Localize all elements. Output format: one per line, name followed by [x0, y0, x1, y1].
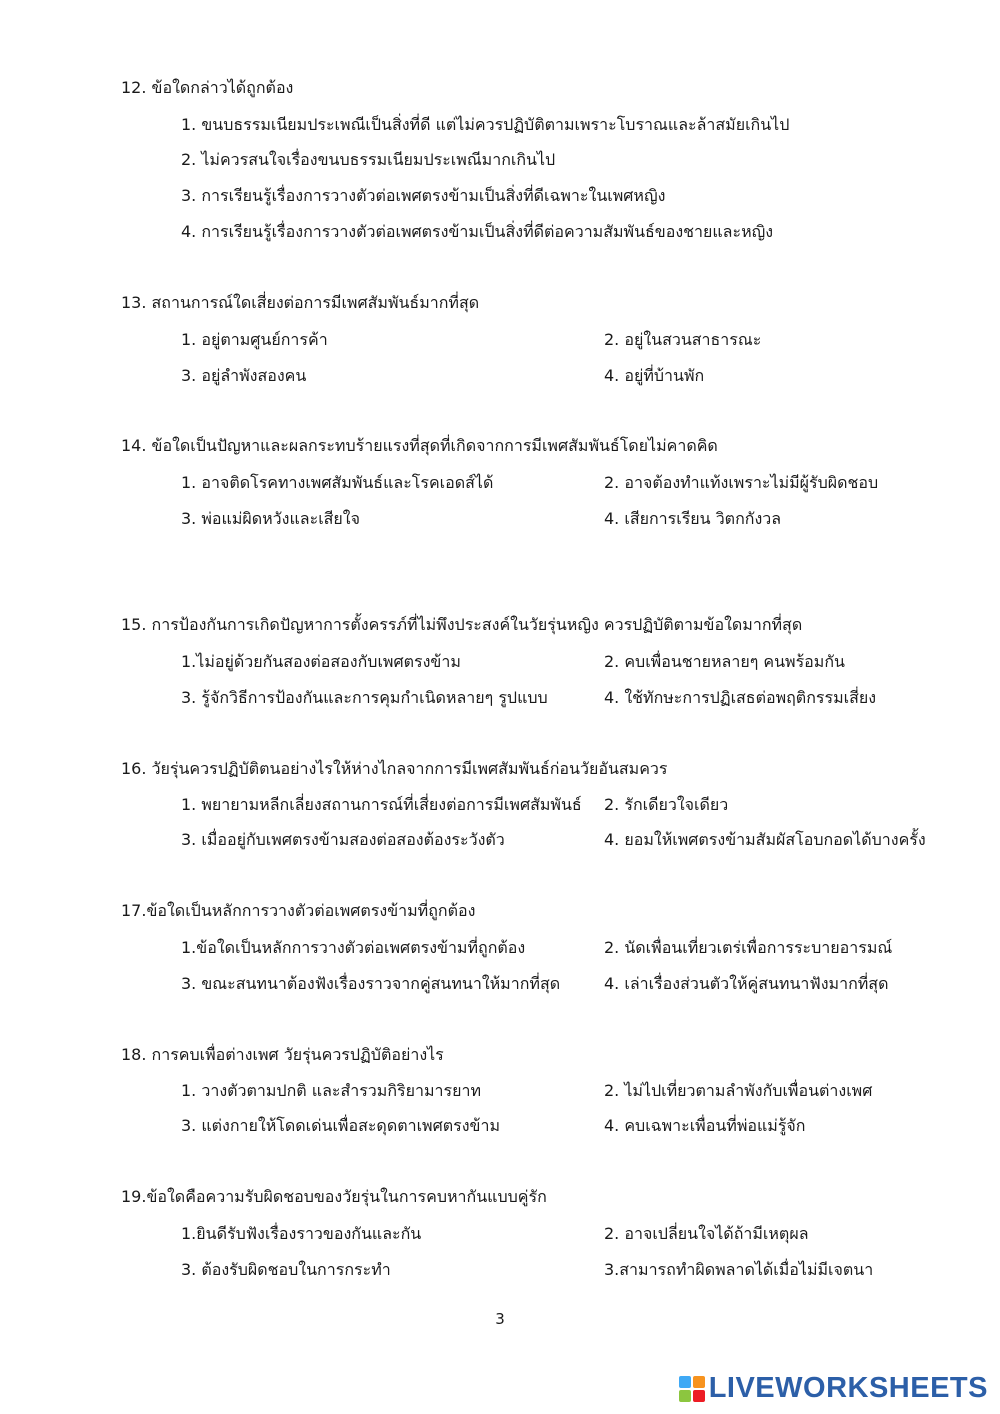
option-3[interactable]: 3. ต้องรับผิดชอบในการกระทำ — [181, 1260, 391, 1279]
logo-square — [693, 1390, 705, 1402]
option-3[interactable]: 3. รู้จักวิธีการป้องกันและการคุมกำเนิดหลายๆ รูปแบบ — [181, 688, 548, 707]
option-1[interactable]: 1. อยู่ตามศูนย์การค้า — [181, 330, 328, 349]
logo-square — [693, 1376, 705, 1388]
option-3[interactable]: 3. พ่อแม่ผิดหวังและเสียใจ — [181, 509, 360, 528]
logo-square — [679, 1390, 691, 1402]
question-title: 16. วัยรุ่นควรปฏิบัติตนอย่างไรให้ห่างไกลจากการมีเพศสัมพันธ์ก่อนวัยอันสมควร — [121, 759, 668, 778]
option-3[interactable]: 3. อยู่ลำพังสองคน — [181, 366, 307, 385]
question-title: 15. การป้องกันการเกิดปัญหาการตั้งครรภ์ที่ไม่พึงประสงค์ในวัยรุ่นหญิง ควรปฏิบัติตามข้อใดมากที่สุด — [121, 615, 803, 634]
page-number: 3 — [495, 1310, 505, 1328]
option-4[interactable]: 4. เสียการเรียน วิตกกังวล — [604, 509, 782, 528]
option-3[interactable]: 3. แต่งกายให้โดดเด่นเพื่อสะดุดตาเพศตรงข้าม — [181, 1116, 501, 1135]
brand-text: LIVEWORKSHEETS — [708, 1372, 988, 1404]
option-1[interactable]: 1. วางตัวตามปกติ และสำรวมกิริยามารยาท — [181, 1081, 482, 1100]
question-title: 17.ข้อใดเป็นหลักการวางตัวต่อเพศตรงข้ามที่ถูกต้อง — [121, 901, 476, 920]
logo-square — [679, 1376, 691, 1388]
question-title: 12. ข้อใดกล่าวได้ถูกต้อง — [121, 78, 294, 97]
option-2[interactable]: 2. อาจต้องทำแท้งเพราะไม่มีผู้รับผิดชอบ — [604, 473, 879, 492]
option-2[interactable]: 2. อาจเปลี่ยนใจได้ถ้ามีเหตุผล — [604, 1224, 809, 1243]
option-2[interactable]: 2. คบเพื่อนชายหลายๆ คนพร้อมกัน — [604, 652, 845, 671]
option-2[interactable]: 2. อยู่ในสวนสาธารณะ — [604, 330, 762, 349]
liveworksheets-logo-icon — [679, 1376, 705, 1402]
option-2[interactable]: 2. ไม่ควรสนใจเรื่องขนบธรรมเนียมประเพณีมากเกินไป — [181, 150, 556, 169]
option-4[interactable]: 3.สามารถทำผิดพลาดได้เมื่อไม่มีเจตนา — [604, 1260, 874, 1279]
question-title: 14. ข้อใดเป็นปัญหาและผลกระทบร้ายแรงที่สุดที่เกิดจากการมีเพศสัมพันธ์โดยไม่คาดคิด — [121, 436, 718, 455]
option-1[interactable]: 1.ไม่อยู่ด้วยกันสองต่อสองกับเพศตรงข้าม — [181, 652, 461, 671]
liveworksheets-brand — [679, 1372, 988, 1405]
question-title: 13. สถานการณ์ใดเสี่ยงต่อการมีเพศสัมพันธ์มากที่สุด — [121, 293, 480, 312]
option-4[interactable]: 4. การเรียนรู้เรื่องการวางตัวต่อเพศตรงข้ามเป็นสิ่งที่ดีต่อความสัมพันธ์ของชายและหญิง — [181, 222, 774, 241]
option-3[interactable]: 3. การเรียนรู้เรื่องการวางตัวต่อเพศตรงข้ามเป็นสิ่งที่ดีเฉพาะในเพศหญิง — [181, 186, 666, 205]
option-4[interactable]: 4. ใช้ทักษะการปฏิเสธต่อพฤติกรรมเสี่ยง — [604, 688, 877, 707]
option-1[interactable]: 1. พยายามหลีกเลี่ยงสถานการณ์ที่เสี่ยงต่อการมีเพศสัมพันธ์ — [181, 795, 582, 814]
option-4[interactable]: 4. อยู่ที่บ้านพัก — [604, 366, 705, 385]
option-4[interactable]: 4. ยอมให้เพศตรงข้ามสัมผัสโอบกอดได้บางครั้ง — [604, 830, 926, 849]
option-2[interactable]: 2. ไม่ไปเที่ยวตามลำพังกับเพื่อนต่างเพศ — [604, 1081, 873, 1100]
option-4[interactable]: 4. เล่าเรื่องส่วนตัวให้คู่สนทนาฟังมากที่สุด — [604, 974, 889, 993]
option-3[interactable]: 3. ขณะสนทนาต้องฟังเรื่องราวจากคู่สนทนาให้มากที่สุด — [181, 974, 561, 993]
option-1[interactable]: 1.ข้อใดเป็นหลักการวางตัวต่อเพศตรงข้ามที่ถูกต้อง — [181, 938, 526, 957]
option-4[interactable]: 4. คบเฉพาะเพื่อนที่พ่อแม่รู้จัก — [604, 1116, 806, 1135]
option-3[interactable]: 3. เมื่ออยู่กับเพศตรงข้ามสองต่อสองต้องระวังตัว — [181, 830, 505, 849]
option-2[interactable]: 2. นัดเพื่อนเที่ยวเตร่เพื่อการระบายอารมณ์ — [604, 938, 893, 957]
option-1[interactable]: 1. อาจติดโรคทางเพศสัมพันธ์และโรคเอดส์ได้ — [181, 473, 494, 492]
question-title: 19.ข้อใดคือความรับผิดชอบของวัยรุ่นในการคบหากันแบบคู่รัก — [121, 1187, 547, 1206]
option-2[interactable]: 2. รักเดียวใจเดียว — [604, 795, 729, 814]
question-title: 18. การคบเพื่อต่างเพศ วัยรุ่นควรปฏิบัติอย่างไร — [121, 1045, 444, 1064]
option-1[interactable]: 1. ขนบธรรมเนียมประเพณีเป็นสิ่งที่ดี แต่ไม่ควรปฏิบัติตามเพราะโบราณและล้าสมัยเกินไป — [181, 115, 790, 134]
option-1[interactable]: 1.ยินดีรับฟังเรื่องราวของกันและกัน — [181, 1224, 422, 1243]
